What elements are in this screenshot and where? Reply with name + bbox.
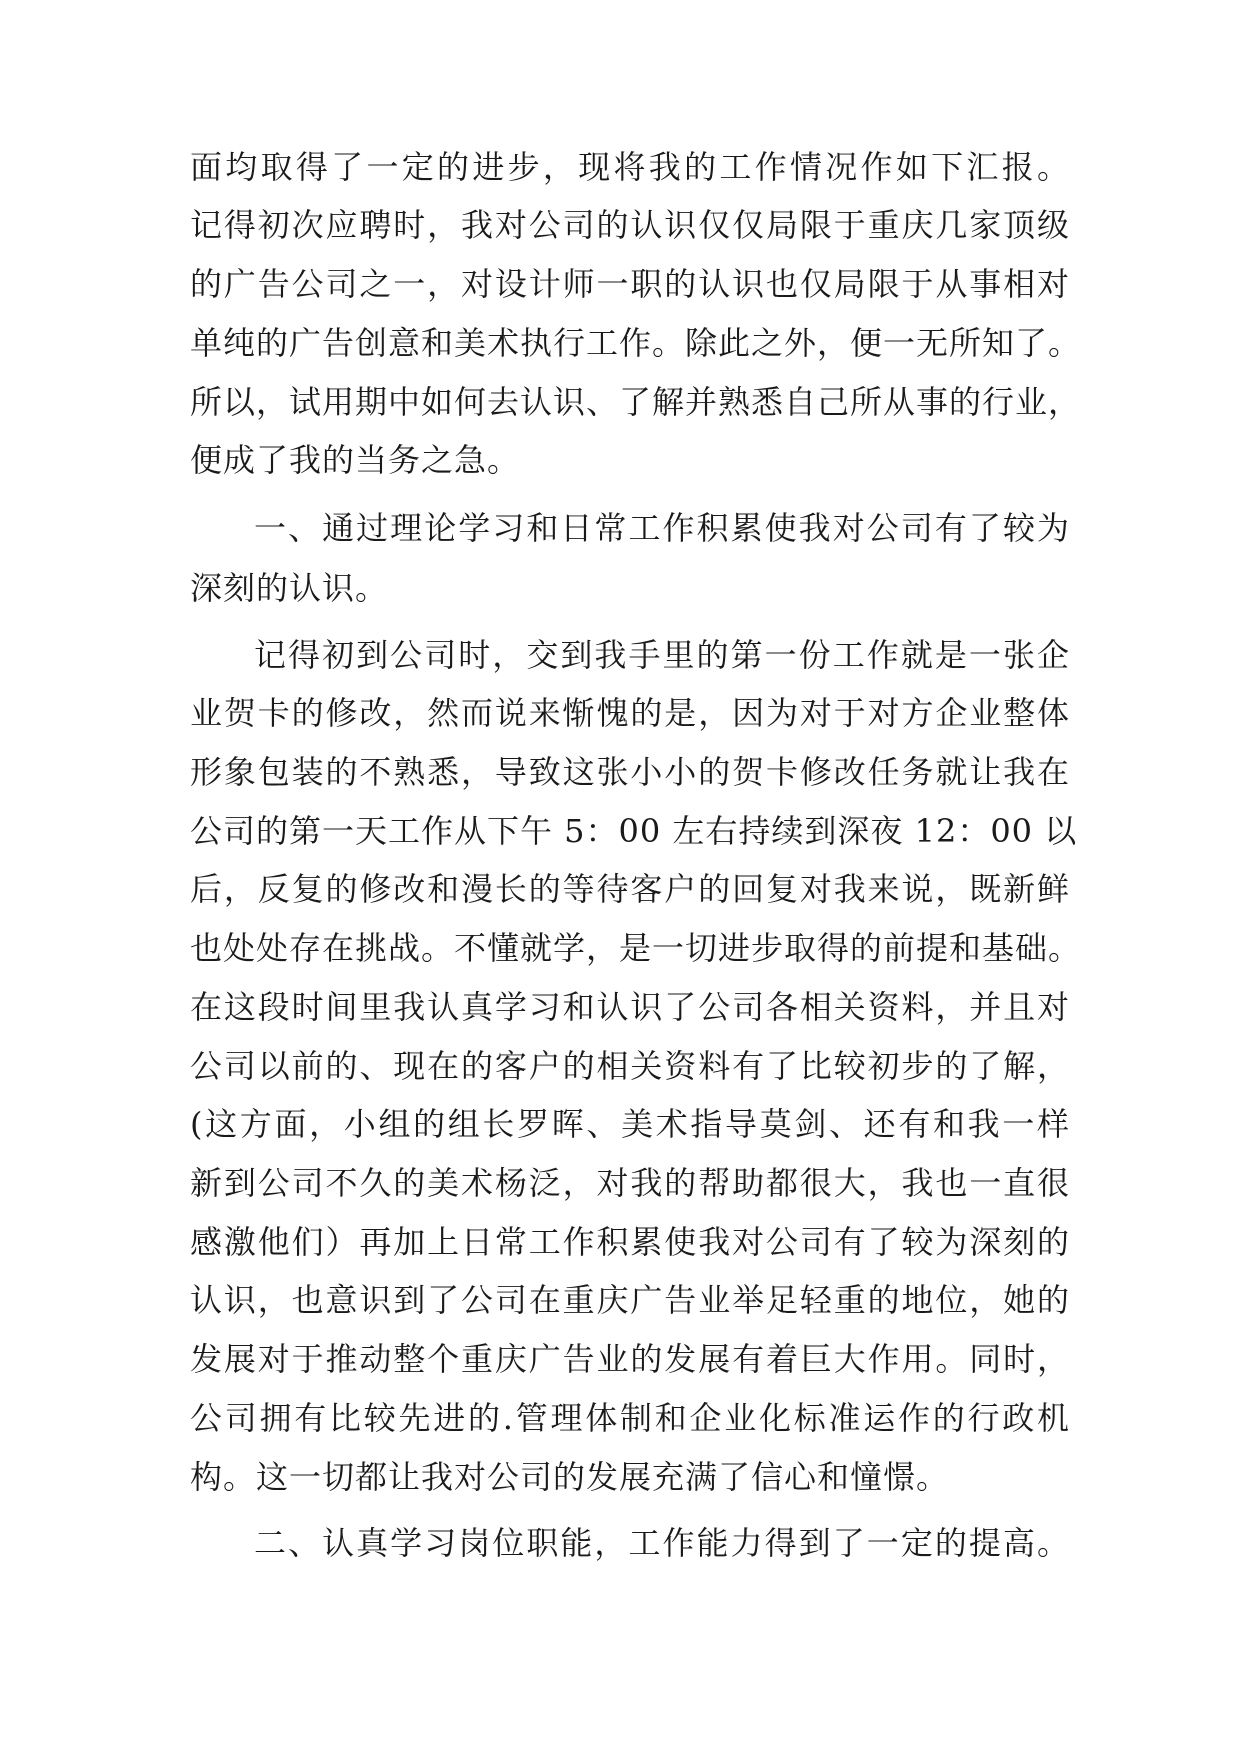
text-line: 所以，试用期中如何去认识、了解并熟悉自己所从事的行业，	[190, 383, 1082, 421]
text-line: 业贺卡的修改，然而说来惭愧的是，因为对于对方企业整体	[190, 694, 1070, 732]
text-line: (这方面，小组的组长罗晖、美术指导莫剑、还有和我一样	[190, 1105, 1070, 1143]
text-line: 新到公司不久的美术杨泛，对我的帮助都很大，我也一直很	[190, 1164, 1070, 1202]
text-line: 也处处存在挑战。不懂就学，是一切进步取得的前提和基础。	[190, 929, 1082, 967]
text-line: 公司拥有比较先进的.管理体制和企业化标准运作的行政机	[190, 1399, 1070, 1437]
text-line: 公司的第一天工作从下午 5：00 左右持续到深夜 12：00 以	[190, 812, 1078, 850]
section-heading-line: 深刻的认识。	[190, 569, 389, 607]
text-line: 公司以前的、现在的客户的相关资料有了比较初步的了解，	[190, 1047, 1070, 1085]
text-line: 后，反复的修改和漫长的等待客户的回复对我来说，既新鲜	[190, 870, 1070, 908]
text-line: 发展对于推动整个重庆广告业的发展有着巨大作用。同时，	[190, 1340, 1070, 1378]
text-line: 便成了我的当务之急。	[190, 441, 521, 479]
text-line: 的广告公司之一，对设计师一职的认识也仅局限于从事相对	[190, 265, 1070, 303]
text-line: 面均取得了一定的进步，现将我的工作情况作如下汇报。	[190, 148, 1070, 186]
text-line: 记得初到公司时，交到我手里的第一份工作就是一张企	[254, 636, 1070, 674]
text-line: 形象包装的不熟悉，导致这张小小的贺卡修改任务就让我在	[190, 753, 1070, 791]
section-heading-line: 一、通过理论学习和日常工作积累使我对公司有了较为	[254, 509, 1070, 547]
text-line: 构。这一切都让我对公司的发展充满了信心和憧憬。	[190, 1458, 950, 1496]
text-line: 记得初次应聘时，我对公司的认识仅仅局限于重庆几家顶级	[190, 206, 1070, 244]
text-line: 在这段时间里我认真学习和认识了公司各相关资料，并且对	[190, 988, 1070, 1026]
text-line: 认识，也意识到了公司在重庆广告业举足轻重的地位，她的	[190, 1281, 1070, 1319]
section-heading-line: 二、认真学习岗位职能，工作能力得到了一定的提高。	[254, 1524, 1070, 1562]
text-line: 感激他们）再加上日常工作积累使我对公司有了较为深刻的	[190, 1223, 1070, 1261]
text-line: 单纯的广告创意和美术执行工作。除此之外，便一无所知了。	[190, 324, 1082, 362]
